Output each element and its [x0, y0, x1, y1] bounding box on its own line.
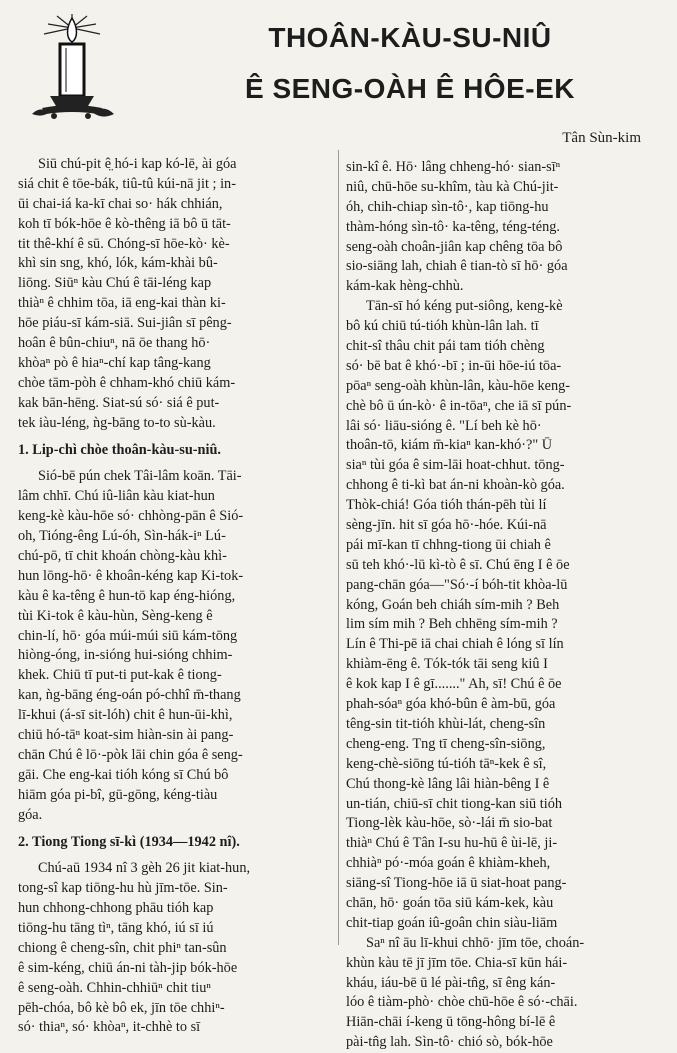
- text-line: hun lōng-hō· ê khoân-kéng kap Ki-tok-: [18, 567, 244, 584]
- text-line: liōng. Siūⁿ kàu Chú ê tāi-léng kap: [18, 275, 212, 292]
- text-line: chú-pō, tī chit khoán chòng-kàu khì-: [18, 547, 227, 564]
- text-line: pài-tn̂g lah. Sìn-tô· chió sò, bók-hōe: [346, 1034, 553, 1051]
- article-title-line2: Ê SENG-OÀH Ê HÔE-EK: [245, 73, 575, 104]
- text-line: thàm-hóng sìn-tô· ka-têng, téng-téng.: [346, 218, 560, 235]
- text-line: keng-kè kàu-hōe só· chhòng-pān ê Sió-: [18, 508, 244, 525]
- left-column: [18, 155, 334, 1038]
- text-line: pái mī-kan tī chhng-tiong ūi chiah ê: [346, 536, 551, 553]
- text-line: ê kok kap I ê gī......." Ah, sī! Chú ê ōe: [346, 676, 562, 693]
- text-line: thiàⁿ Chú ê Tân I-su hu-hū ê ùi-lē, ji-: [346, 835, 558, 852]
- text-line: hiòng-óng, in-sióng hui-sióng chhim-: [18, 647, 233, 664]
- text-line: Tiong-lèk kàu-hōe, sò·-lái m̄ sio-bat: [346, 815, 553, 832]
- text-line: kám-kak hèng-chhù.: [346, 278, 464, 295]
- text-line: óh, chih-chiap sìn-tô·, kap tiōng-hu: [346, 198, 549, 215]
- text-line: Hiān-chāi í-keng ū tōng-hông bí-lē ê: [346, 1014, 556, 1031]
- right-paragraph-1: [346, 158, 664, 297]
- text-line: hōe piáu-sī kám-siā. Sui-jiân sī pêng-: [18, 315, 232, 332]
- text-line: pōaⁿ seng-oàh khùn-lân, kàu-hōe keng-: [346, 377, 571, 394]
- text-line: niû, chū-hōe su-khîm, tàu kà Chú-jit-: [346, 178, 559, 195]
- text-line: thiàⁿ ê chhim tōa, iā eng-kai thàn ki-: [18, 295, 226, 312]
- text-line: kóng, Goán beh chiáh sím-mih ? Beh: [346, 596, 560, 613]
- text-line: chān, hō· goán tōa siū kám-kek, kàu: [346, 894, 554, 911]
- text-line: tong-sî kap tiōng-hu hù jīm-tōe. Sin-: [18, 880, 228, 897]
- text-line: Lín ê Thi-pē iā chai chiah ê lóng sī lín: [346, 636, 564, 653]
- text-line: pēh-chóa, bô kè bô ek, jīn tōe chhiⁿ-: [18, 999, 225, 1016]
- author-name: Tân Sùn-kim: [562, 130, 641, 146]
- text-line: tit thê-khí ê sū. Chóng-sī hōe-kò· kè-: [18, 235, 230, 252]
- text-line: bô kú chiū tú-tióh khùn-lân lah. tī: [346, 318, 539, 335]
- text-line: sio-siāng lah, chiah ê tian-tò sī hō· góa: [346, 258, 568, 275]
- text-line: Siū chú-pit ê̤ hó-i kap kó-lē, ài góa: [38, 156, 237, 172]
- text-line: lâi só· liāu-sióng ê. "Lí beh kè hō·: [346, 417, 542, 434]
- text-line: keng-chè-siōng tú-tióh tāⁿ-kek ê sî,: [346, 755, 547, 772]
- text-line: lī-khui (á-sī sit-lóh) chit ê hun-ūi-khì,: [18, 707, 233, 724]
- candle-icon: [22, 10, 122, 128]
- text-line: khòaⁿ pò ê hiaⁿ-chí kap tâng-kang: [18, 354, 211, 371]
- text-line: lim sím mih ? Beh chhēng sím-mih ?: [346, 616, 558, 633]
- text-line: cheng-eng. Tng tī cheng-sîn-siōng,: [346, 735, 546, 752]
- text-line: góa.: [18, 806, 43, 823]
- text-line: pang-chān góa—"Só·-í bóh-tit khòa-lū: [346, 576, 568, 593]
- text-line: ê sim-kéng, chiū án-ni tàh-jip bók-hōe: [18, 959, 238, 976]
- text-line: kháu, iáu-bē ū lé pài-tn̂g, sī êng kán-: [346, 974, 556, 991]
- text-line: khùn kàu tē jī jīm tōe. Chia-sī kūn hái-: [346, 954, 568, 971]
- text-line: Chú thong-kè lâng lâi hiàn-bêng I ê: [346, 775, 550, 792]
- text-line: chhong ê ti-kì bat án-ni khoàn-kò góa.: [346, 477, 565, 494]
- text-line: un-tián, chiū-sī chit tiong-kan siū tióh: [346, 795, 563, 812]
- text-line: Saⁿ nî āu lī-khui chhō· jīm tōe, choán-: [366, 934, 585, 951]
- text-line: khek. Chiū tī put-ti put-kak ê tiong-: [18, 667, 222, 684]
- text-line: oh, Tióng-êng Lú-óh, Sìn-hák-iⁿ Lú-: [18, 528, 226, 545]
- text-line: chè bô ū ún-kò· ê in-tōaⁿ, che iā sī pún-: [346, 397, 572, 414]
- text-line: chòe tām-pòh ê chham-khó chiū kám-: [18, 374, 236, 391]
- section-heading-1: 1. Lip-chì chòe thoân-kàu-su-niû.: [18, 442, 221, 459]
- text-line: kan, ǹg-bāng éng-oán pó-chhî m̄-thang: [18, 687, 241, 704]
- text-line: chit-sî thâu chit pái tam tióh chèng: [346, 338, 545, 355]
- text-line: sin-kî ê. Hō· lâng chheng-hó· sian-sīⁿ: [346, 159, 561, 175]
- text-line: só· thiaⁿ, só· khòaⁿ, it-chhè to sī: [18, 1019, 201, 1036]
- text-line: chin-lí, hō· góa múi-múi siū kám-tōng: [18, 627, 238, 644]
- text-line: têng-sin tit-tióh khùi-lát, cheng-sîn: [346, 715, 546, 732]
- text-line: siāng-sî Tiong-hōe iā ū siat-hoat pang-: [346, 875, 567, 892]
- text-line: tiōng-hu tāng tìⁿ, tāng khó, iú sī iú: [18, 919, 214, 936]
- text-line: kak bān-hēng. Siat-sú só· siá ê put-: [18, 394, 220, 411]
- text-line: thoân-tō, kiám m̄-kiaⁿ kan-khó·?" Ū: [346, 437, 553, 454]
- text-line: chiong ê cheng-sîn, chit phiⁿ tan-sûn: [18, 939, 227, 956]
- text-line: seng-oàh choân-jiân kap chêng tōa bô: [346, 238, 563, 255]
- article-title-line1: THOÂN-KÀU-SU-NIÛ: [268, 22, 552, 53]
- section2-paragraph: [18, 859, 334, 1038]
- text-line: sū teh khó·-lū kì-tò ê sī. Chú ēng I ê ōe: [346, 556, 570, 573]
- text-line: lóo ê tiàm-phò· chòe chū-hōe ê só·-chāi.: [346, 994, 578, 1011]
- text-line: só· bē bat ê khó·-bī ; in-ūi hōe-iú tōa-: [346, 357, 562, 374]
- section-heading-2: 2. Tiong Tiong sī-kì (1934—1942 nî).: [18, 834, 240, 851]
- text-line: Chú-aū 1934 nî 3 gèh 26 jit kiat-hun,: [38, 860, 251, 877]
- text-line: chhiàⁿ pó·-móa goán ê khiàm-kheh,: [346, 855, 551, 872]
- column-divider: [338, 150, 339, 945]
- right-paragraph-2: [346, 297, 664, 934]
- text-line: khiàm-ēng ê. Tók-tók tāi seng kiû I: [346, 656, 548, 673]
- text-line: koh tī bók-hōe ê kò-thêng iā bô ū tāt-: [18, 215, 231, 232]
- right-paragraph-3: [346, 934, 664, 1053]
- text-line: Sió-bē pún chek Tâi-lâm koān. Tāi-: [38, 468, 242, 485]
- text-line: Thòk-chiá! Góa tióh thán-pēh tùi lí: [346, 497, 547, 514]
- text-line: tùi Ki-tok ê kàu-hùn, Sèng-keng ê: [18, 607, 213, 624]
- text-line: kàu ê ka-têng ê hun-tō kap éng-hióng,: [18, 587, 236, 604]
- text-line: tek iàu-léng, ǹg-bāng to-to sù-kàu.: [18, 414, 216, 431]
- text-line: chān Chú ê lō·-pòk lāi chin góa ê seng-: [18, 746, 243, 763]
- text-line: lâm chhī. Chú iû-liân kàu kiat-hun: [18, 488, 215, 505]
- text-line: siá chit ê tōe-bák, tiû-tû kúi-nā jit ; in-: [18, 175, 236, 192]
- text-line: phah-sóaⁿ góa khó-bûn ê àm-bū, góa: [346, 696, 556, 713]
- right-column: [346, 158, 664, 1053]
- text-line: ê seng-oàh. Chhin-chhiūⁿ chit tiuⁿ: [18, 979, 211, 996]
- text-line: khì sin sng, khó, lók, kám-khài bû-: [18, 255, 218, 272]
- text-line: hun chhong-chhong phāu tióh kap: [18, 900, 214, 917]
- text-line: sèng-jīn. hit sī góa hō·-hóe. Kúi-nā: [346, 517, 547, 534]
- text-line: hoân ê bûn-chiuⁿ, nā ōe thang hō·: [18, 335, 211, 352]
- intro-paragraph: [18, 155, 334, 433]
- text-line: chiū hó-tāⁿ koat-sim hiàn-sin ài pang-: [18, 726, 234, 743]
- text-line: chit-tiap goán iû-goân chin siàu-liām: [346, 914, 558, 931]
- section1-paragraph: [18, 467, 334, 825]
- text-line: siaⁿ tùi góa ê sim-lāi hoat-chhut. tōng-: [346, 457, 565, 474]
- text-line: gāi. Che eng-kai tióh kóng sī Chú bô: [18, 766, 229, 783]
- text-line: hiām góa pi-bî, gū-gōng, kéng-tiàu: [18, 786, 218, 803]
- text-line: Tān-sī hó kéng put-siông, keng-kè: [366, 298, 563, 315]
- text-line: ūi chai-iá ka-kī chai so· hák chhián,: [18, 195, 223, 212]
